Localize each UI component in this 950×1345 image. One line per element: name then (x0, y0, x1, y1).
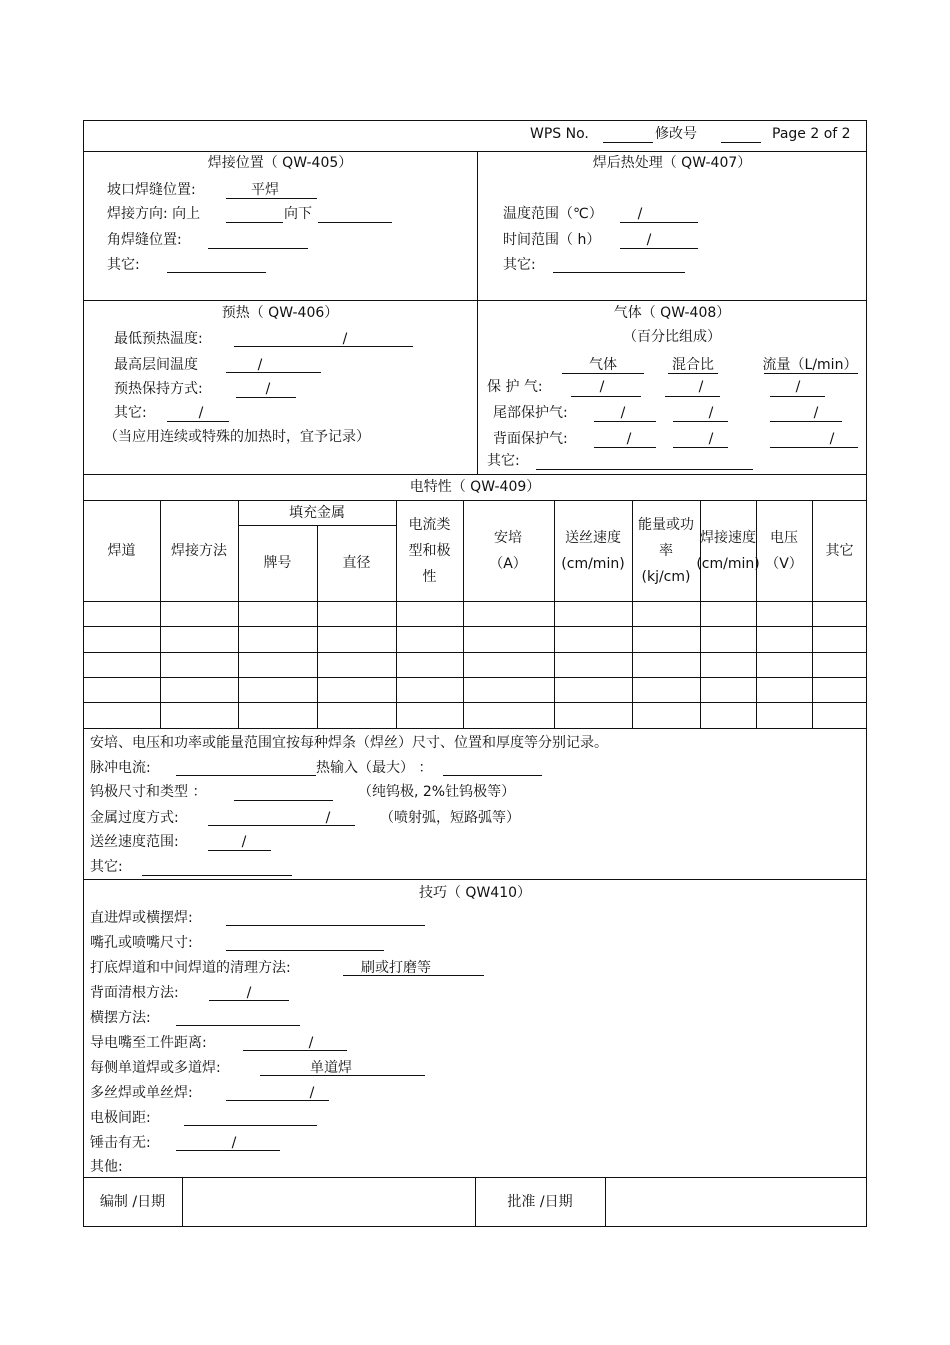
temp-range-field[interactable] (620, 222, 698, 223)
wire-speed-range-value: / (241, 834, 247, 850)
electrical-table-cell[interactable] (701, 627, 755, 651)
preheat-maintain-field[interactable] (236, 397, 296, 398)
backing-gas-field[interactable] (594, 447, 656, 448)
divider (83, 474, 867, 475)
electrical-table-cell[interactable] (701, 653, 755, 676)
electrical-table-cell[interactable] (397, 653, 462, 676)
preheat-other-field[interactable] (167, 421, 229, 422)
electrical-table-cell[interactable] (633, 678, 699, 701)
electrical-table-cell[interactable] (464, 627, 553, 651)
trailing-mix-field[interactable] (673, 421, 728, 422)
electrical-table-cell[interactable] (757, 678, 811, 701)
electrical-table-cell[interactable] (757, 703, 811, 727)
backing-flow-value: / (829, 431, 835, 447)
transfer-mode-value: / (325, 810, 331, 826)
divider (83, 151, 867, 152)
electrical-table-cell[interactable] (318, 653, 395, 676)
technique-title: 技巧（ QW410） (418, 885, 532, 901)
electrical-table-cell[interactable] (239, 703, 316, 727)
single-multi-pass-value: 单道焊 (310, 1060, 352, 1076)
revision-field[interactable] (721, 142, 761, 143)
gas-other-field[interactable] (536, 469, 753, 470)
electrical-table-cell[interactable] (161, 653, 237, 676)
oscillation-field[interactable] (176, 1025, 300, 1026)
preheat-maintain-label: 预热保持方式: (114, 381, 203, 397)
groove-position-value: 平焊 (251, 182, 279, 198)
trailing-gas-field[interactable] (594, 421, 656, 422)
approved-by-date-label: 批准 /日期 (507, 1194, 573, 1210)
orifice-size-field[interactable] (226, 950, 384, 951)
electrical-other-field[interactable] (142, 875, 292, 876)
transfer-mode-note: （喷射弧，短路弧等） (380, 810, 520, 826)
tungsten-label: 钨极尺寸和类型 ： (90, 784, 207, 800)
temp-range-label: 温度范围（℃） (503, 206, 603, 222)
direction-label: 焊接方向: 向上 (107, 206, 201, 222)
electrical-table-cell[interactable] (555, 653, 631, 676)
electrical-table-cell[interactable] (757, 653, 811, 676)
ctwd-value: / (308, 1035, 314, 1051)
min-preheat-label: 最低预热温度: (114, 331, 203, 347)
electrical-table-cell[interactable] (397, 627, 462, 651)
electrical-table-cell[interactable] (161, 602, 237, 625)
max-interpass-value: / (257, 357, 263, 373)
gas-title: 气体（ QW-408） (613, 305, 731, 321)
shielding-gas-value: / (599, 379, 605, 395)
electrical-table-cell[interactable] (239, 678, 316, 701)
underline (562, 373, 644, 374)
wire-speed-range-label: 送丝速度范围: (90, 834, 179, 850)
electrical-table-cell[interactable] (555, 627, 631, 651)
groove-position-field[interactable] (226, 198, 317, 199)
transfer-mode-label: 金属过度方式: (90, 810, 179, 826)
time-range-label: 时间范围（ h） (503, 232, 601, 248)
electrode-spacing-field[interactable] (184, 1125, 317, 1126)
fillet-position-label: 角焊缝位置: (107, 232, 182, 248)
backing-mix-field[interactable] (673, 447, 728, 448)
electrical-table-cell[interactable] (633, 627, 699, 651)
trailing-gas-value: / (620, 405, 626, 421)
preheat-other-label: 其它: (114, 405, 147, 421)
electrical-table-cell[interactable] (701, 678, 755, 701)
backing-gas-value: / (626, 431, 632, 447)
electrical-table-cell[interactable] (555, 703, 631, 727)
electrical-table-cell[interactable] (239, 602, 316, 625)
electrical-table-cell[interactable] (161, 627, 237, 651)
trailing-flow-field[interactable] (770, 421, 842, 422)
gas-subtitle: （百分比组成） (623, 329, 721, 345)
wire-speed-range-field[interactable] (208, 850, 271, 851)
col-energy: 能量或功率(kj/cm) (638, 516, 694, 585)
oscillation-label: 横摆方法: (90, 1010, 151, 1026)
heat-input-label: 热输入（最大） ： (316, 760, 433, 776)
divider (83, 728, 867, 729)
col-amps: 安培（A） (489, 529, 527, 572)
electrical-note: 安培、电压和功率或能量范围宜按每种焊条（焊丝）尺寸、位置和厚度等分别记录。 (90, 735, 608, 751)
electrical-table-cell[interactable] (757, 627, 811, 651)
electrical-table-cell[interactable] (397, 602, 462, 625)
electrical-table-cell[interactable] (464, 703, 553, 727)
back-gouging-value: / (246, 985, 252, 1001)
electrode-spacing-label: 电极间距: (90, 1110, 151, 1126)
col-volts: 电压（V） (765, 529, 803, 572)
time-range-field[interactable] (620, 248, 698, 249)
orifice-size-label: 嘴孔或喷嘴尺寸: (90, 935, 193, 951)
electrical-table-cell[interactable] (161, 703, 237, 727)
electrical-table-cell[interactable] (84, 703, 159, 727)
electrical-table-cell[interactable] (318, 703, 395, 727)
single-multi-electrode-label: 多丝焊或单丝焊: (90, 1085, 193, 1101)
electrical-table-cell[interactable] (813, 602, 866, 625)
preheat-title: 预热（ QW-406） (221, 305, 339, 321)
gas-other-label: 其它: (487, 453, 520, 469)
trailing-flow-value: / (813, 405, 819, 421)
electrical-table-cell[interactable] (464, 602, 553, 625)
shielding-flow-field[interactable] (770, 396, 825, 397)
preheat-maintain-value: / (265, 381, 271, 397)
electrical-table-cell[interactable] (813, 678, 866, 701)
cleaning-method-value: 刷或打磨等 (361, 960, 431, 976)
cleaning-method-label: 打底焊道和中间焊道的清理方法: (90, 960, 291, 976)
shielding-mix-field[interactable] (665, 396, 720, 397)
electrical-table-cell[interactable] (464, 653, 553, 676)
prepared-by-date-field[interactable] (183, 1178, 474, 1226)
col-filler-metal: 填充金属 (289, 504, 345, 521)
backing-gas-label: 背面保护气: (493, 431, 568, 447)
prepared-by-date-label: 编制 /日期 (99, 1194, 166, 1210)
single-multi-electrode-value: / (309, 1085, 315, 1101)
col-pass: 焊道 (107, 542, 136, 559)
divider (83, 300, 867, 301)
electrical-table-cell[interactable] (555, 602, 631, 625)
min-preheat-value: / (342, 331, 348, 347)
pwht-other-field[interactable] (553, 272, 685, 273)
max-interpass-label: 最高层间温度 (114, 357, 198, 373)
electrical-table-cell[interactable] (701, 602, 755, 625)
tungsten-field[interactable] (234, 800, 333, 801)
gas-col-mix: 混合比 (672, 357, 714, 373)
direction-down-label: 向下 (284, 206, 312, 222)
shielding-gas-field[interactable] (571, 396, 641, 397)
peening-value: / (231, 1135, 237, 1151)
col-wire-speed: 送丝速度(cm/min) (561, 529, 625, 572)
electrical-table-cell[interactable] (84, 602, 159, 625)
trailing-gas-label: 尾部保护气: (493, 405, 568, 421)
electrical-other-label: 其它: (90, 859, 123, 875)
gas-col-flow: 流量（L/min） (762, 357, 858, 373)
pwht-title: 焊后热处理（ QW-407） (592, 155, 752, 171)
pwht-other-label: 其它: (503, 257, 536, 273)
electrical-table-cell[interactable] (397, 678, 462, 701)
underline (764, 373, 858, 374)
wps-no-field[interactable] (603, 142, 653, 143)
electrical-table-cell[interactable] (84, 653, 159, 676)
stringer-weave-field[interactable] (226, 925, 425, 926)
electrical-table-cell[interactable] (555, 678, 631, 701)
electrical-table-cell[interactable] (757, 602, 811, 625)
electrical-table-cell[interactable] (813, 627, 866, 651)
shielding-gas-label: 保 护 气: (487, 379, 543, 395)
divider (83, 879, 867, 880)
shielding-flow-value: / (795, 379, 801, 395)
heat-input-field[interactable] (443, 775, 542, 776)
position-other-label: 其它: (107, 257, 140, 273)
backing-flow-field[interactable] (770, 447, 858, 448)
page-label: Page 2 of 2 (772, 126, 851, 142)
electrical-table-cell[interactable] (318, 602, 395, 625)
electrical-table-cell[interactable] (633, 653, 699, 676)
pulse-current-label: 脉冲电流: (90, 760, 151, 776)
electrical-table-cell[interactable] (397, 703, 462, 727)
col-diameter: 直径 (342, 555, 371, 571)
electrical-table-cell[interactable] (813, 653, 866, 676)
electrical-table-cell[interactable] (84, 678, 159, 701)
tungsten-note: （纯钨极, 2%钍钨极等） (358, 784, 516, 800)
revision-label: 修改号 (655, 126, 697, 142)
electrical-table-cell[interactable] (239, 627, 316, 651)
electrical-table-cell[interactable] (318, 627, 395, 651)
trailing-mix-value: / (708, 405, 714, 421)
fillet-position-field[interactable] (208, 248, 308, 249)
wps-no-label: WPS No. (530, 126, 589, 142)
preheat-note: （当应用连续或特殊的加热时，宜予记录） (104, 429, 370, 445)
ctwd-label: 导电嘴至工件距离: (90, 1035, 207, 1051)
shielding-mix-value: / (698, 379, 704, 395)
electrical-table-cell[interactable] (813, 703, 866, 727)
electrical-title: 电特性（ QW-409） (409, 479, 541, 495)
single-multi-pass-label: 每侧单道焊或多道焊: (90, 1060, 221, 1076)
stringer-weave-label: 直进焊或横摆焊: (90, 910, 193, 926)
electrical-table-cell[interactable] (701, 703, 755, 727)
col-current-type: 电流类型和极性 (408, 516, 451, 585)
col-travel-speed: 焊接速度(cm/min) (696, 529, 760, 572)
groove-position-label: 坡口焊缝位置: (107, 182, 196, 198)
electrical-table-cell[interactable] (633, 602, 699, 625)
pulse-current-field[interactable] (176, 775, 316, 776)
electrical-table-cell[interactable] (633, 703, 699, 727)
electrical-table-cell[interactable] (239, 653, 316, 676)
direction-down-field[interactable] (318, 222, 392, 223)
col-brand: 牌号 (263, 555, 292, 571)
time-range-value: / (646, 232, 652, 248)
col-process: 焊接方法 (171, 542, 227, 559)
position-title: 焊接位置（ QW-405） (207, 155, 353, 171)
peening-label: 锤击有无: (90, 1135, 151, 1151)
technique-other-label: 其他: (90, 1159, 123, 1175)
underline (668, 373, 718, 374)
gas-col-gas: 气体 (589, 357, 617, 373)
electrical-table-cell[interactable] (84, 627, 159, 651)
preheat-other-value: / (198, 405, 204, 421)
back-gouging-label: 背面清根方法: (90, 985, 179, 1001)
temp-range-value: / (637, 206, 643, 222)
col-other: 其它 (825, 542, 854, 559)
electrical-table-cell[interactable] (464, 678, 553, 701)
position-other-field[interactable] (167, 272, 266, 273)
backing-mix-value: / (708, 431, 714, 447)
electrical-table-cell[interactable] (318, 678, 395, 701)
approved-by-date-field[interactable] (606, 1178, 866, 1226)
electrical-table-cell[interactable] (161, 678, 237, 701)
direction-up-field[interactable] (226, 222, 283, 223)
